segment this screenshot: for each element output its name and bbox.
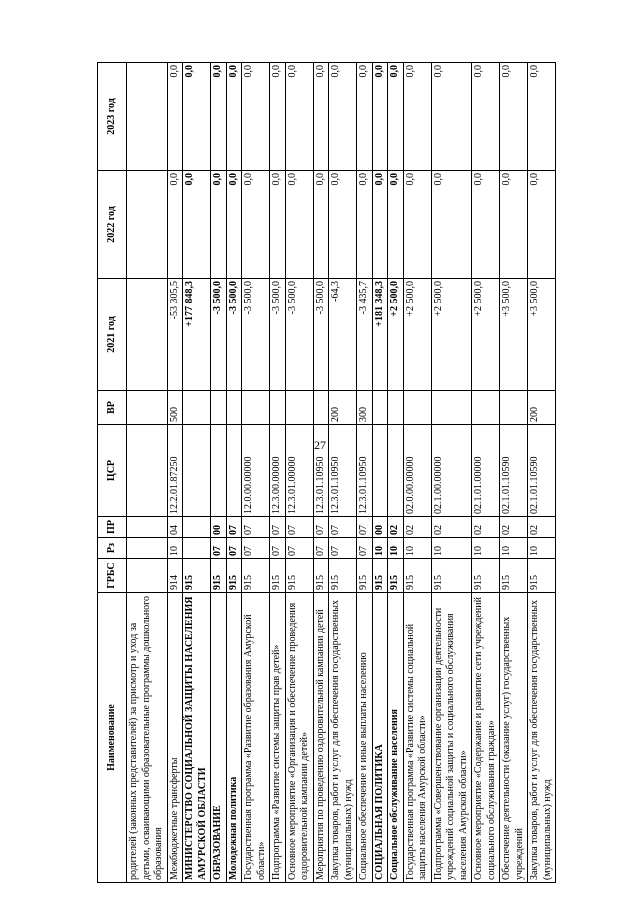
cell-csr bbox=[372, 425, 388, 517]
cell-grbs: 915 bbox=[285, 559, 313, 593]
cell-2023: 0,0 bbox=[372, 63, 388, 171]
cell-pr: 02 bbox=[388, 517, 404, 538]
cell-csr bbox=[183, 425, 211, 517]
table-row bbox=[167, 63, 183, 883]
cell-name: Государственная программа «Развитие системы социальной защиты населения Амурской области» bbox=[403, 593, 431, 883]
cell-2021: -64,3 bbox=[329, 279, 357, 391]
cell-name: Основное мероприятие «Содержание и развитие сети учреждений социального обслуживания граждан» bbox=[472, 593, 500, 883]
header-rz: Рз bbox=[98, 538, 127, 559]
table-row bbox=[431, 63, 472, 883]
cell-rz: 10 bbox=[167, 538, 183, 559]
cell-csr: 02.1.01.10590 bbox=[500, 425, 528, 517]
cell-2022: 0,0 bbox=[313, 171, 329, 279]
cell-pr: 02 bbox=[472, 517, 500, 538]
cell-2023: 0,0 bbox=[313, 63, 329, 171]
cell-rz: 10 bbox=[500, 538, 528, 559]
table-row bbox=[313, 63, 329, 883]
cell-name: Подпрограмма «Совершенствование организации деятельности учреждений социальной защиты и социального обслуживания населения Амурской области» bbox=[431, 593, 472, 883]
cell-pr: 07 bbox=[270, 517, 286, 538]
cell-grbs bbox=[127, 559, 168, 593]
cell-rz: 10 bbox=[372, 538, 388, 559]
cell-2021: +2 500,0 bbox=[472, 279, 500, 391]
cell-pr: 00 bbox=[211, 517, 227, 538]
cell-2023: 0,0 bbox=[270, 63, 286, 171]
cell-2022: 0,0 bbox=[329, 171, 357, 279]
cell-vr bbox=[431, 391, 472, 425]
cell-grbs: 915 bbox=[357, 559, 373, 593]
cell-csr: 12.3.01.10950 bbox=[329, 425, 357, 517]
cell-2022: 0,0 bbox=[403, 171, 431, 279]
table-row bbox=[183, 63, 211, 883]
cell-pr: 02 bbox=[500, 517, 528, 538]
cell-grbs: 915 bbox=[242, 559, 270, 593]
cell-vr bbox=[211, 391, 227, 425]
cell-name: МИНИСТЕРСТВО СОЦИАЛЬНОЙ ЗАЩИТЫ НАСЕЛЕНИЯ АМУРСКОЙ ОБЛАСТИ bbox=[183, 593, 211, 883]
cell-grbs: 915 bbox=[329, 559, 357, 593]
cell-csr bbox=[226, 425, 242, 517]
cell-csr bbox=[127, 425, 168, 517]
table-row bbox=[388, 63, 404, 883]
cell-rz: 10 bbox=[403, 538, 431, 559]
cell-rz bbox=[183, 538, 211, 559]
cell-rz: 10 bbox=[431, 538, 472, 559]
cell-2021: -3 500,0 bbox=[285, 279, 313, 391]
cell-vr bbox=[388, 391, 404, 425]
cell-2023: 0,0 bbox=[183, 63, 211, 171]
cell-2023: 0,0 bbox=[403, 63, 431, 171]
cell-2023: 0,0 bbox=[388, 63, 404, 171]
cell-csr bbox=[211, 425, 227, 517]
cell-vr: 200 bbox=[329, 391, 357, 425]
cell-2021: -3 500,0 bbox=[211, 279, 227, 391]
cell-2022: 0,0 bbox=[500, 171, 528, 279]
table-header-row bbox=[98, 63, 127, 883]
cell-vr bbox=[500, 391, 528, 425]
cell-pr: 02 bbox=[431, 517, 472, 538]
cell-vr bbox=[183, 391, 211, 425]
cell-pr: 07 bbox=[357, 517, 373, 538]
cell-name: Государственная программа «Развитие образования Амурской области» bbox=[242, 593, 270, 883]
cell-vr bbox=[285, 391, 313, 425]
cell-2021: +2 500,0 bbox=[388, 279, 404, 391]
table-row bbox=[528, 63, 556, 883]
cell-2023: 0,0 bbox=[167, 63, 183, 171]
cell-2021: +2 500,0 bbox=[403, 279, 431, 391]
table-row bbox=[285, 63, 313, 883]
cell-2022: 0,0 bbox=[226, 171, 242, 279]
cell-rz: 10 bbox=[388, 538, 404, 559]
table-row bbox=[372, 63, 388, 883]
cell-2022: 0,0 bbox=[285, 171, 313, 279]
cell-2022: 0,0 bbox=[388, 171, 404, 279]
cell-2023: 0,0 bbox=[329, 63, 357, 171]
cell-2021: -3 500,0 bbox=[270, 279, 286, 391]
cell-csr: 12.3.01.10950 bbox=[357, 425, 373, 517]
cell-name: ОБРАЗОВАНИЕ bbox=[211, 593, 227, 883]
table-row bbox=[127, 63, 168, 883]
table-row bbox=[270, 63, 286, 883]
cell-2023 bbox=[127, 63, 168, 171]
cell-vr bbox=[127, 391, 168, 425]
cell-pr: 07 bbox=[329, 517, 357, 538]
cell-2023: 0,0 bbox=[500, 63, 528, 171]
cell-vr bbox=[403, 391, 431, 425]
cell-2022: 0,0 bbox=[242, 171, 270, 279]
cell-grbs: 915 bbox=[403, 559, 431, 593]
cell-rz: 07 bbox=[226, 538, 242, 559]
header-pr: ПР bbox=[98, 517, 127, 538]
cell-rz: 07 bbox=[242, 538, 270, 559]
table-row bbox=[329, 63, 357, 883]
cell-name: Подпрограмма «Развитие системы защиты прав детей» bbox=[270, 593, 286, 883]
cell-pr bbox=[183, 517, 211, 538]
cell-grbs: 915 bbox=[528, 559, 556, 593]
cell-pr bbox=[127, 517, 168, 538]
table-row bbox=[242, 63, 270, 883]
cell-grbs: 915 bbox=[226, 559, 242, 593]
cell-csr: 12.3.01.00000 bbox=[285, 425, 313, 517]
cell-2022: 0,0 bbox=[270, 171, 286, 279]
cell-name: Закупка товаров, работ и услуг для обеспечения государственных (муниципальных) нужд bbox=[528, 593, 556, 883]
table-row bbox=[226, 63, 242, 883]
cell-csr: 02.0.00.00000 bbox=[403, 425, 431, 517]
cell-rz: 07 bbox=[270, 538, 286, 559]
cell-name: родителей (законных представителей) за присмотр и уход за детьми, осваивающими образовательные программы дошкольного образования bbox=[127, 593, 168, 883]
cell-2022: 0,0 bbox=[528, 171, 556, 279]
rotated-table-container bbox=[97, 63, 553, 883]
cell-csr: 12.3.01.10950 bbox=[313, 425, 329, 517]
cell-rz: 07 bbox=[313, 538, 329, 559]
cell-csr: 12.2.01.87250 bbox=[167, 425, 183, 517]
header-grbs: ГРБС bbox=[98, 559, 127, 593]
cell-2022: 0,0 bbox=[357, 171, 373, 279]
cell-grbs: 915 bbox=[313, 559, 329, 593]
table-row bbox=[211, 63, 227, 883]
cell-name: Социальное обслуживание населения bbox=[388, 593, 404, 883]
cell-2022: 0,0 bbox=[211, 171, 227, 279]
cell-csr: 12.3.00.00000 bbox=[270, 425, 286, 517]
cell-2023: 0,0 bbox=[226, 63, 242, 171]
cell-rz bbox=[127, 538, 168, 559]
header-2023: 2023 год bbox=[98, 63, 127, 171]
cell-2022: 0,0 bbox=[167, 171, 183, 279]
cell-2021: +3 500,0 bbox=[500, 279, 528, 391]
cell-pr: 02 bbox=[403, 517, 431, 538]
cell-grbs: 915 bbox=[431, 559, 472, 593]
cell-2023: 0,0 bbox=[242, 63, 270, 171]
header-2022: 2022 год bbox=[98, 171, 127, 279]
cell-rz: 10 bbox=[528, 538, 556, 559]
cell-name: Обеспечение деятельности (оказание услуг) государственных учреждений bbox=[500, 593, 528, 883]
cell-grbs: 915 bbox=[211, 559, 227, 593]
header-2021: 2021 год bbox=[98, 279, 127, 391]
cell-2023: 0,0 bbox=[431, 63, 472, 171]
cell-rz: 10 bbox=[472, 538, 500, 559]
cell-rz: 07 bbox=[329, 538, 357, 559]
cell-grbs: 915 bbox=[183, 559, 211, 593]
cell-2022: 0,0 bbox=[472, 171, 500, 279]
cell-pr: 07 bbox=[226, 517, 242, 538]
table-row bbox=[403, 63, 431, 883]
cell-pr: 02 bbox=[528, 517, 556, 538]
cell-grbs: 914 bbox=[167, 559, 183, 593]
cell-2021: -3 500,0 bbox=[226, 279, 242, 391]
cell-vr bbox=[226, 391, 242, 425]
cell-2021: -3 435,7 bbox=[357, 279, 373, 391]
cell-vr bbox=[313, 391, 329, 425]
header-csr: ЦСР bbox=[98, 425, 127, 517]
cell-grbs: 915 bbox=[270, 559, 286, 593]
cell-vr bbox=[372, 391, 388, 425]
budget-table bbox=[97, 62, 556, 883]
cell-grbs: 915 bbox=[388, 559, 404, 593]
table-row bbox=[357, 63, 373, 883]
cell-2021: +181 348,3 bbox=[372, 279, 388, 391]
cell-2022: 0,0 bbox=[372, 171, 388, 279]
table-row bbox=[472, 63, 500, 883]
cell-2021: -3 500,0 bbox=[313, 279, 329, 391]
cell-csr bbox=[388, 425, 404, 517]
cell-name: Межбюджетные трансферты bbox=[167, 593, 183, 883]
cell-2022: 0,0 bbox=[183, 171, 211, 279]
cell-csr: 02.1.01.00000 bbox=[472, 425, 500, 517]
cell-name: СОЦИАЛЬНАЯ ПОЛИТИКА bbox=[372, 593, 388, 883]
cell-2021 bbox=[127, 279, 168, 391]
cell-2022: 0,0 bbox=[431, 171, 472, 279]
header-vr: ВР bbox=[98, 391, 127, 425]
cell-name: Молодежная политика bbox=[226, 593, 242, 883]
cell-name: Мероприятия по проведению оздоровительной кампании детей bbox=[313, 593, 329, 883]
cell-csr: 02.1.01.10590 bbox=[528, 425, 556, 517]
cell-vr bbox=[242, 391, 270, 425]
cell-vr bbox=[270, 391, 286, 425]
cell-csr: 12.0.00.00000 bbox=[242, 425, 270, 517]
cell-2023: 0,0 bbox=[528, 63, 556, 171]
cell-pr: 07 bbox=[285, 517, 313, 538]
cell-2021: +177 848,3 bbox=[183, 279, 211, 391]
cell-name: Закупка товаров, работ и услуг для обеспечения государственных (муниципальных) нужд bbox=[329, 593, 357, 883]
cell-vr: 300 bbox=[357, 391, 373, 425]
page-number: 27 bbox=[314, 438, 326, 452]
table-body bbox=[127, 63, 556, 883]
cell-pr: 04 bbox=[167, 517, 183, 538]
cell-2023: 0,0 bbox=[285, 63, 313, 171]
cell-grbs: 915 bbox=[472, 559, 500, 593]
cell-2023: 0,0 bbox=[211, 63, 227, 171]
cell-vr: 200 bbox=[528, 391, 556, 425]
cell-name: Социальное обеспечение и иные выплаты населению bbox=[357, 593, 373, 883]
cell-rz: 07 bbox=[285, 538, 313, 559]
cell-grbs: 915 bbox=[372, 559, 388, 593]
cell-rz: 07 bbox=[357, 538, 373, 559]
cell-csr: 02.1.00.00000 bbox=[431, 425, 472, 517]
cell-2021: -3 500,0 bbox=[242, 279, 270, 391]
cell-rz: 07 bbox=[211, 538, 227, 559]
cell-pr: 07 bbox=[242, 517, 270, 538]
cell-2021: +2 500,0 bbox=[431, 279, 472, 391]
table-row bbox=[500, 63, 528, 883]
cell-2023: 0,0 bbox=[357, 63, 373, 171]
cell-2022 bbox=[127, 171, 168, 279]
cell-2021: +3 500,0 bbox=[528, 279, 556, 391]
cell-vr: 500 bbox=[167, 391, 183, 425]
cell-vr bbox=[472, 391, 500, 425]
cell-grbs: 915 bbox=[500, 559, 528, 593]
cell-2023: 0,0 bbox=[472, 63, 500, 171]
cell-pr: 00 bbox=[372, 517, 388, 538]
header-name: Наименование bbox=[98, 593, 127, 883]
cell-name: Основное мероприятие «Организация и обеспечение проведения оздоровительной кампании детей» bbox=[285, 593, 313, 883]
cell-2021: -53 305,5 bbox=[167, 279, 183, 391]
cell-pr: 07 bbox=[313, 517, 329, 538]
